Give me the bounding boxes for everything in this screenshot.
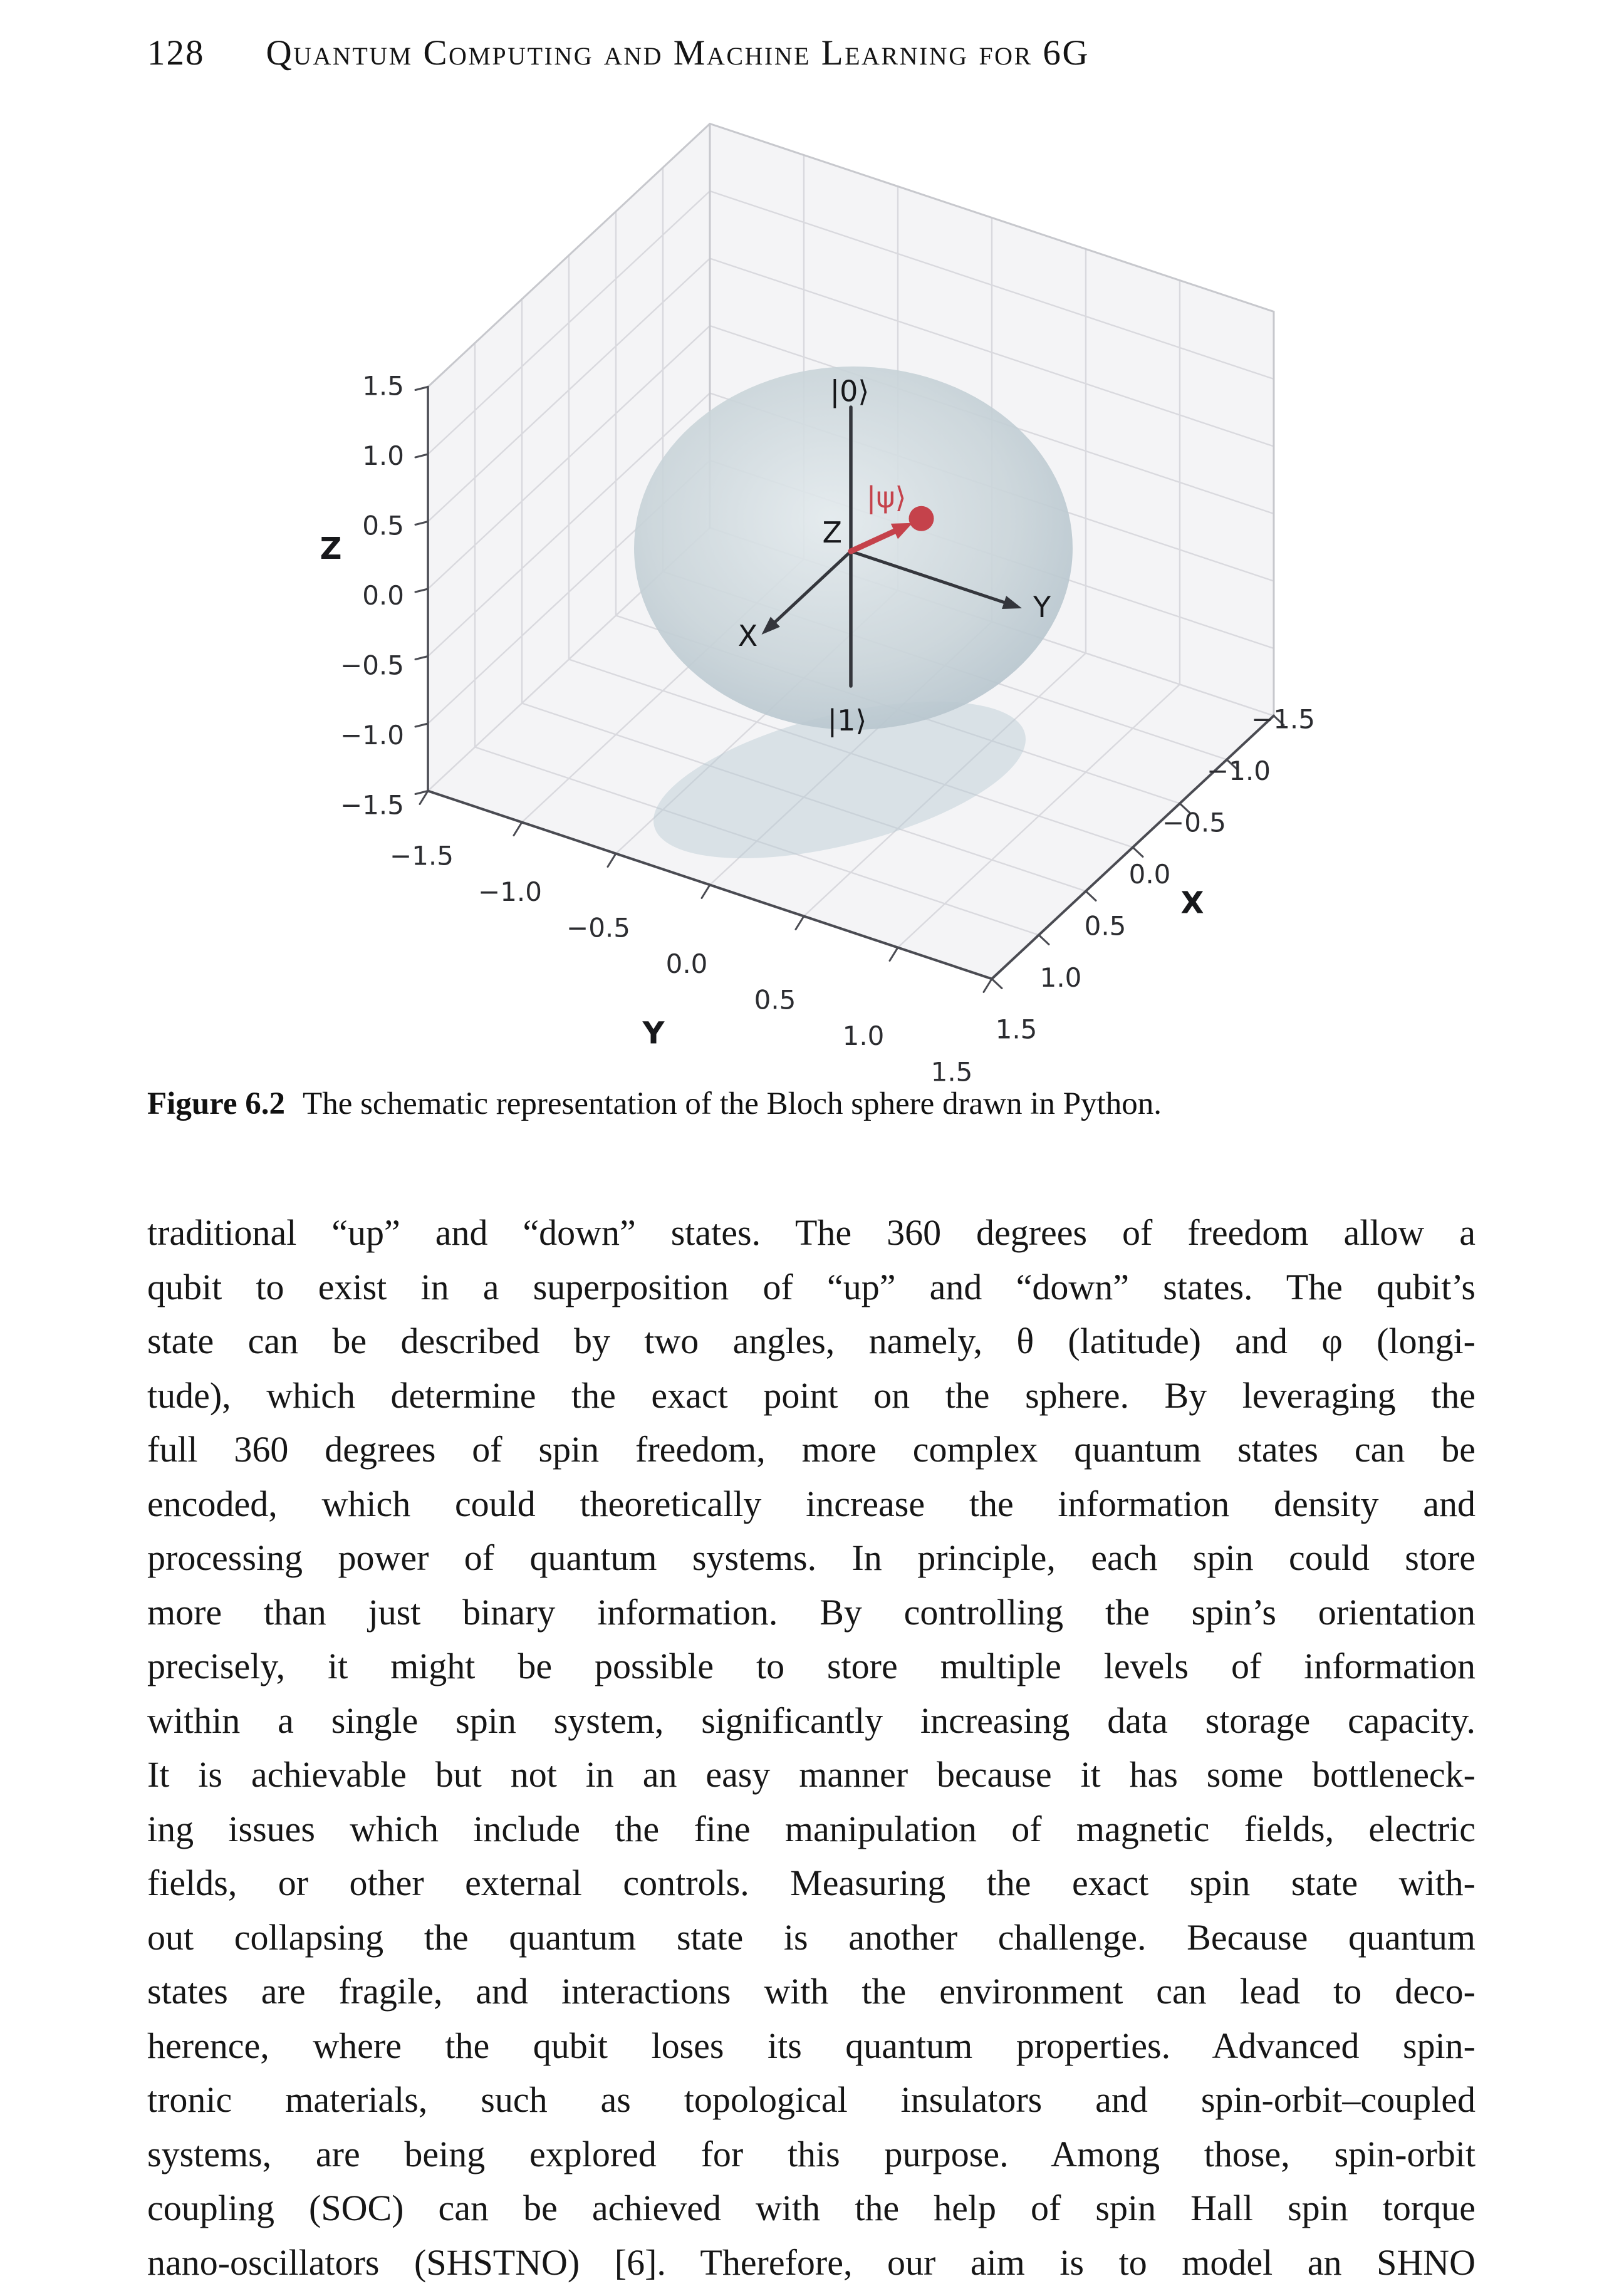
- running-title: Quantum Computing and Machine Learning for 6G: [266, 33, 1090, 73]
- body-line-19: coupling (SOC) can be achieved with the help of spin Hall spin torque: [147, 2188, 1476, 2228]
- svg-text:0.5: 0.5: [754, 984, 796, 1016]
- svg-text:−0.5: −0.5: [566, 912, 630, 943]
- body-line-13: fields, or other external controls. Measuring the exact spin state with-: [147, 1862, 1476, 1903]
- svg-text:1.0: 1.0: [1039, 962, 1082, 993]
- svg-text:−1.5: −1.5: [390, 840, 454, 871]
- svg-text:X: X: [737, 619, 758, 653]
- svg-text:0.0: 0.0: [1128, 859, 1171, 890]
- svg-text:0.5: 0.5: [1084, 910, 1127, 942]
- svg-text:0.0: 0.0: [362, 580, 404, 611]
- body-line-8: more than just binary information. By controlling the spin’s orientation: [147, 1591, 1476, 1633]
- figure-caption-label: Figure 6.2: [147, 1086, 286, 1121]
- body-line-11: It is achievable but not in an easy manner because it has some bottleneck-: [147, 1754, 1476, 1795]
- figure-bloch-sphere: [251, 94, 1441, 1084]
- svg-text:X: X: [1180, 885, 1204, 921]
- svg-text:Y: Y: [642, 1016, 665, 1051]
- body-line-4: tude), which determine the exact point on the sphere. By leveraging the: [147, 1374, 1476, 1416]
- bloch-sphere-chart: [251, 94, 1441, 1084]
- svg-text:−1.5: −1.5: [1251, 704, 1315, 735]
- svg-text:−1.0: −1.0: [1207, 756, 1271, 786]
- body-text: [147, 1206, 1476, 2290]
- svg-text:|ψ⟩: |ψ⟩: [866, 480, 907, 514]
- svg-text:|1⟩: |1⟩: [827, 703, 867, 737]
- svg-text:1.0: 1.0: [842, 1021, 885, 1051]
- body-line-6: encoded, which could theoretically increase the information density and: [147, 1483, 1476, 1524]
- body-line-20: nano-oscillators (SHSTNO) [6]. Therefore, our aim is to model an SHNO: [147, 2241, 1476, 2283]
- page-header: [147, 33, 1476, 73]
- page-number: 128: [147, 33, 205, 73]
- svg-text:1.0: 1.0: [362, 440, 404, 471]
- svg-text:−0.5: −0.5: [340, 650, 404, 681]
- body-line-17: tronic materials, such as topological insulators and spin-orbit–coupled: [147, 2079, 1476, 2120]
- body-line-14: out collapsing the quantum state is another challenge. Because quantum: [147, 1916, 1476, 1958]
- body-line-16: herence, where the qubit loses its quantum properties. Advanced spin-: [147, 2025, 1476, 2066]
- svg-text:0.5: 0.5: [362, 510, 404, 541]
- body-line-2: qubit to exist in a superposition of “up” and “down” states. The qubit’s: [147, 1266, 1476, 1307]
- body-line-12: ing issues which include the fine manipulation of magnetic fields, electric: [147, 1808, 1476, 1849]
- svg-text:Y: Y: [1033, 590, 1051, 624]
- svg-text:−1.0: −1.0: [340, 720, 404, 751]
- svg-text:−1.5: −1.5: [340, 789, 404, 821]
- svg-text:−1.0: −1.0: [478, 876, 542, 907]
- body-line-5: full 360 degrees of spin freedom, more complex quantum states can be: [147, 1429, 1476, 1470]
- svg-text:1.5: 1.5: [930, 1056, 973, 1084]
- figure-caption: [147, 1086, 1476, 1122]
- svg-text:1.5: 1.5: [362, 370, 404, 402]
- svg-text:0.0: 0.0: [665, 948, 708, 979]
- body-line-1: traditional “up” and “down” states. The 360 degrees of freedom allow a: [147, 1212, 1476, 1253]
- body-line-9: precisely, it might be possible to store multiple levels of information: [147, 1646, 1476, 1686]
- svg-text:|0⟩: |0⟩: [830, 374, 870, 408]
- body-line-7: processing power of quantum systems. In principle, each spin could store: [147, 1537, 1476, 1578]
- svg-text:Z: Z: [822, 516, 842, 549]
- svg-text:Z: Z: [320, 531, 342, 566]
- body-line-15: states are fragile, and interactions with the environment can lead to deco-: [147, 1971, 1476, 2012]
- body-line-18: systems, are being explored for this purpose. Among those, spin-orbit: [147, 2133, 1476, 2174]
- svg-text:−0.5: −0.5: [1162, 807, 1226, 838]
- body-line-3: state can be described by two angles, namely, θ (latitude) and φ (longi-: [147, 1321, 1476, 1361]
- state-point: [909, 506, 934, 531]
- figure-caption-text: The schematic representation of the Bloch sphere drawn in Python.: [303, 1086, 1162, 1121]
- svg-text:1.5: 1.5: [995, 1014, 1038, 1045]
- body-line-10: within a single spin system, significantly increasing data storage capacity.: [147, 1700, 1476, 1741]
